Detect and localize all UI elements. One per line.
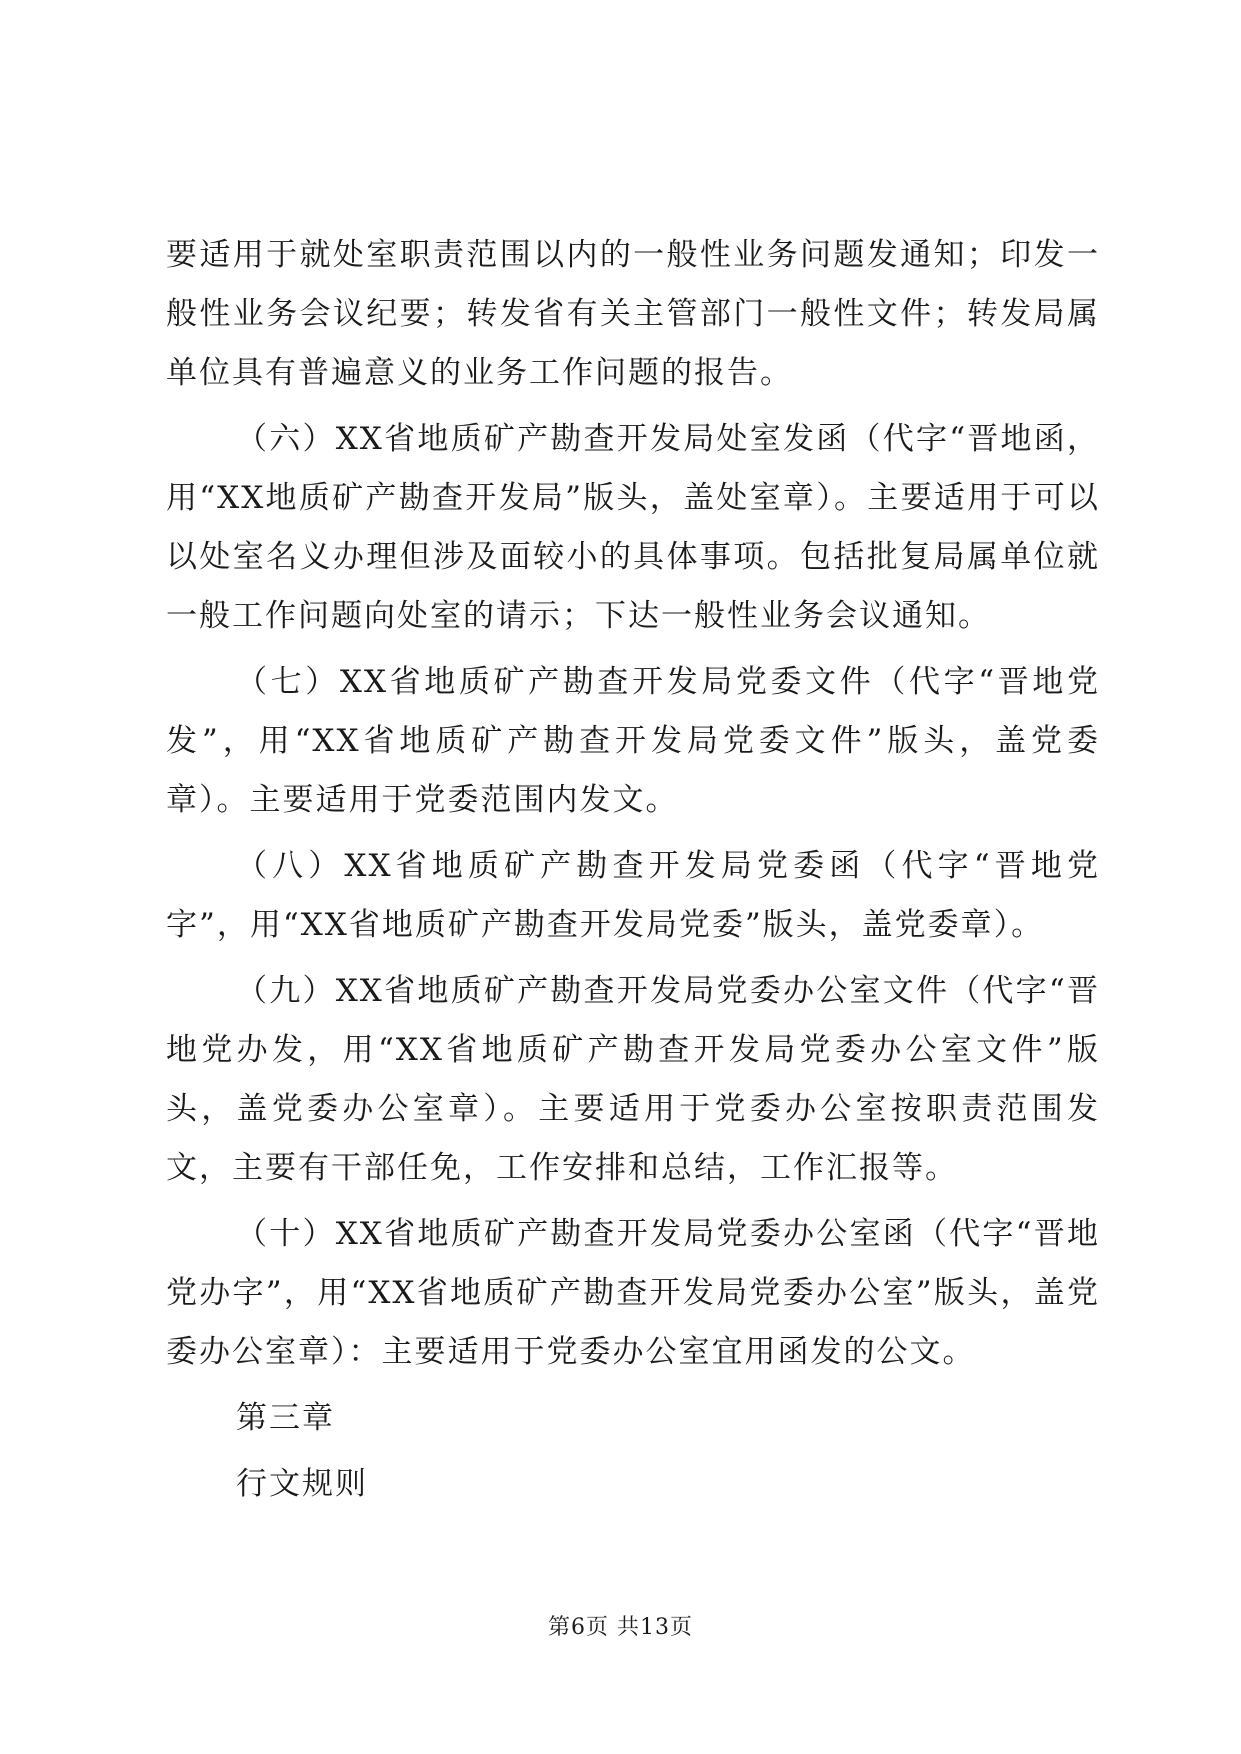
paragraph-item-9: （九）XX省地质矿产勘查开发局党委办公室文件（代字“晋地党办发，用“XX省地质矿产勘查开发局党委办公室文件”版头，盖党委办公室章）。主要适用于党委办公室按职责范围发文，主要有干部任免，工作安排和总结，工作汇报等。 xyxy=(166,973,1100,1186)
paragraph-item-6: （六）XX省地质矿产勘查开发局处室发函（代字“晋地函，用“XX地质矿产勘查开发局”版头，盖处室章）。主要适用于可以以处室名义办理但涉及面较小的具体事项。包括批复局属单位就一般工作问题向处室的请示；下达一般性业务会议通知。 xyxy=(166,421,1100,634)
paragraph-item-10: （十）XX省地质矿产勘查开发局党委办公室函（代字“晋地党办字”，用“XX省地质矿产勘查开发局党委办公室”版头，盖党委办公室章）：主要适用于党委办公室宜用函发的公文。 xyxy=(166,1216,1100,1370)
body-text xyxy=(166,226,1100,1521)
paragraph-item-7: （七）XX省地质矿产勘查开发局党委文件（代字“晋地党发”，用“XX省地质矿产勘查开发局党委文件”版头，盖党委章）。主要适用于党委范围内发文。 xyxy=(166,664,1100,818)
chapter-title: 行文规则 xyxy=(236,1466,368,1502)
chapter-number: 第三章 xyxy=(236,1400,335,1436)
paragraph: 要适用于就处室职责范围以内的一般性业务问题发通知；印发一般性业务会议纪要；转发省有关主管部门一般性文件；转发局属单位具有普遍意义的业务工作问题的报告。 xyxy=(166,237,1100,391)
paragraph-item-8: （八）XX省地质矿产勘查开发局党委函（代字“晋地党字”，用“XX省地质矿产勘查开发局党委”版头，盖党委章）。 xyxy=(166,848,1100,943)
page-footer: 第6页 共13页 xyxy=(548,1615,693,1640)
